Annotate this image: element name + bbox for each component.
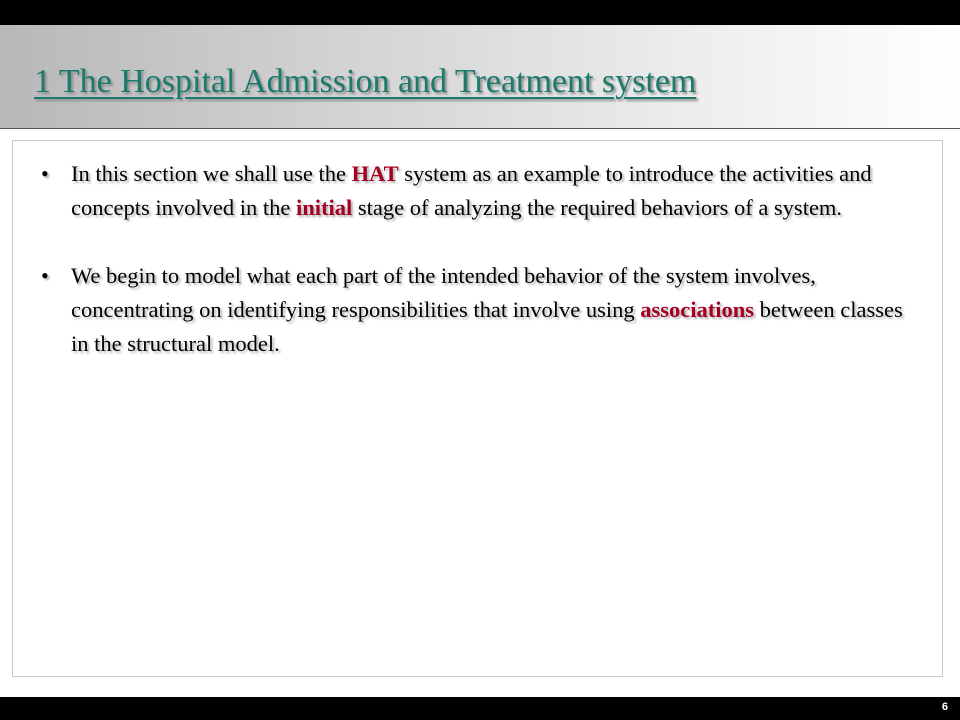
bullet-item-1 bbox=[41, 157, 921, 225]
page-number: 6 bbox=[941, 701, 948, 713]
bullet-1-text: In this section we shall use the bbox=[71, 161, 352, 186]
top-bar bbox=[0, 0, 960, 25]
bullet-list bbox=[41, 157, 921, 395]
bullet-dot-icon: • bbox=[41, 263, 49, 288]
highlight-initial: initial bbox=[295, 195, 353, 220]
slide-title: 1 The Hospital Admission and Treatment system bbox=[34, 63, 697, 100]
bullet-2-text: We begin to model what each part of the intended behavior of the system involves, concentrating on identifying responsibilities that involve using bbox=[71, 263, 816, 322]
title-band bbox=[0, 25, 960, 129]
bullet-1-text-2: system as an example to introduce the activities and concepts involved in the bbox=[71, 161, 872, 220]
bullet-2-text-2: between classes in the structural model. bbox=[71, 297, 903, 356]
content-box bbox=[12, 140, 943, 677]
highlight-hat: HAT bbox=[351, 161, 399, 186]
bottom-bar bbox=[0, 697, 960, 720]
highlight-associations: associations bbox=[640, 297, 755, 322]
bullet-1-text-3: stage of analyzing the required behaviors of a system. bbox=[352, 195, 843, 220]
bullet-dot-icon: • bbox=[41, 161, 49, 186]
bullet-item-2 bbox=[41, 259, 921, 361]
